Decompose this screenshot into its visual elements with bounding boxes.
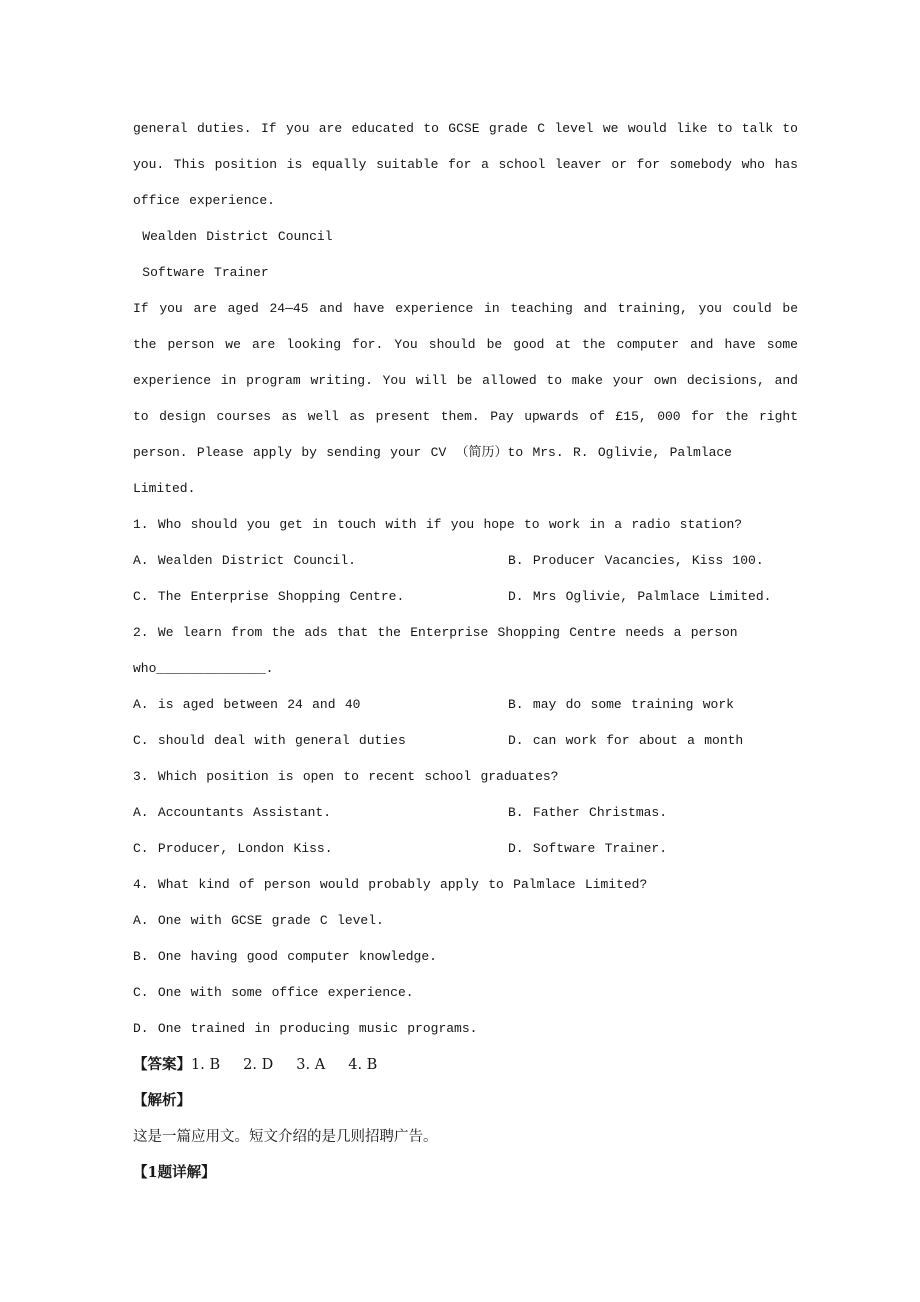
ad-heading-wealden: Wealden District Council	[133, 229, 333, 244]
document-content	[133, 111, 798, 1191]
question-2-text-continued: who______________.	[133, 661, 274, 676]
question-3-text: 3. Which position is open to recent school graduates?	[133, 769, 559, 784]
option-d: D. can work for about a month	[508, 733, 744, 748]
question-2-options-row	[133, 687, 798, 723]
option-a: A. Accountants Assistant.	[133, 805, 332, 820]
body-text-line: general duties. If you are educated to GCSE grade C level we would like to talk to	[133, 121, 798, 136]
body-text-line: to design courses as well as present them. Pay upwards of £15, 000 for the right	[133, 409, 798, 424]
option-b: B. may do some training work	[508, 697, 734, 712]
option-c: C. The Enterprise Shopping Centre.	[133, 589, 405, 604]
question-3-options-row	[133, 795, 798, 831]
body-text-line: office experience.	[133, 193, 275, 208]
question-1-text: 1. Who should you get in touch with if you hope to work in a radio station?	[133, 517, 743, 532]
body-text-line: person. Please apply by sending your CV （简历）to Mrs. R. Oglivie, Palmlace	[133, 445, 732, 460]
question-1-options-row	[133, 543, 798, 579]
option-c: C. should deal with general duties	[133, 733, 406, 748]
ad-heading-software-trainer: Software Trainer	[133, 265, 269, 280]
option-b: B. Producer Vacancies, Kiss 100.	[508, 553, 764, 568]
option-b: B. Father Christmas.	[508, 805, 668, 820]
analysis-label: 【解析】	[133, 1092, 191, 1109]
option-a: A. is aged between 24 and 40	[133, 697, 361, 712]
body-text-line: you. This position is equally suitable for a school leaver or for somebody who has	[133, 157, 798, 172]
option-d: D. One trained in producing music programs.	[133, 1021, 478, 1036]
analysis-text: 这是一篇应用文。短文介绍的是几则招聘广告。	[133, 1129, 438, 1145]
option-c: C. Producer, London Kiss.	[133, 841, 333, 856]
option-d: D. Mrs Oglivie, Palmlace Limited.	[508, 589, 772, 604]
question-2-options-row	[133, 723, 798, 759]
option-a: A. One with GCSE grade C level.	[133, 913, 384, 928]
question-3-options-row	[133, 831, 798, 867]
body-text-line: Limited.	[133, 481, 196, 496]
option-c: C. One with some office experience.	[133, 985, 414, 1000]
option-b: B. One having good computer knowledge.	[133, 949, 437, 964]
question-4-text: 4. What kind of person would probably apply to Palmlace Limited?	[133, 877, 648, 892]
option-d: D. Software Trainer.	[508, 841, 668, 856]
body-text-line: the person we are looking for. You should be good at the computer and have some	[133, 337, 798, 352]
answer-label: 【答案】	[133, 1056, 191, 1073]
question-2-text: 2. We learn from the ads that the Enterprise Shopping Centre needs a person	[133, 625, 738, 640]
body-text-line: If you are aged 24—45 and have experience in teaching and training, you could be	[133, 301, 798, 316]
option-a: A. Wealden District Council.	[133, 553, 356, 568]
answer-line	[133, 1047, 798, 1083]
detail-1-label: 【1题详解】	[133, 1164, 216, 1181]
question-1-options-row	[133, 579, 798, 615]
answer-values: 1. B 2. D 3. A 4. B	[191, 1057, 378, 1073]
body-text-line: experience in program writing. You will be allowed to make your own decisions, and	[133, 373, 798, 388]
